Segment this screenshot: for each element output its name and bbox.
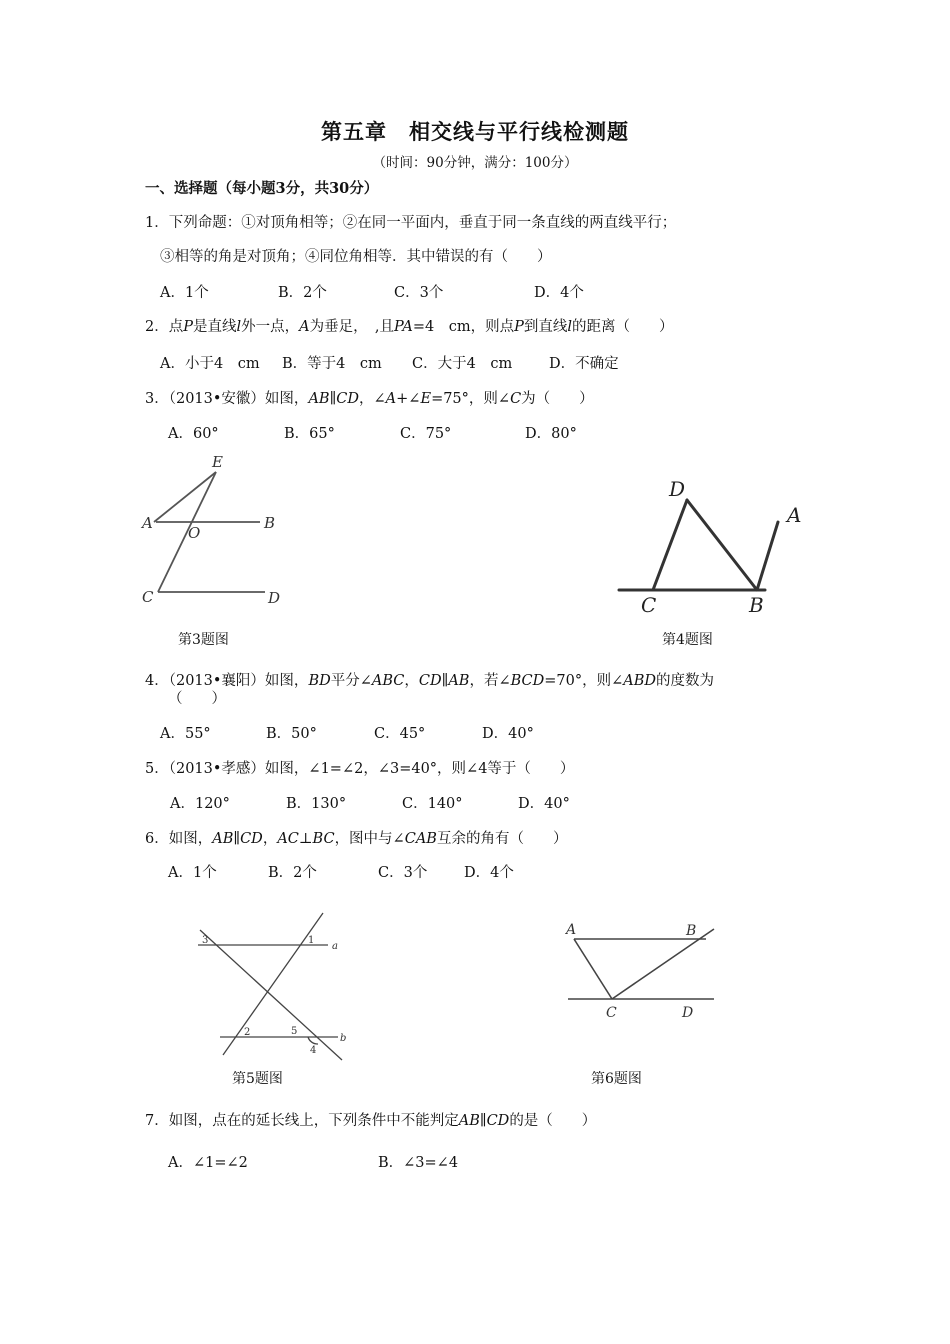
q1-option-d: D．4个	[534, 285, 584, 301]
fig6-label-d: D	[682, 1005, 694, 1021]
fig3-label-c: C	[142, 588, 154, 606]
fig6-line-ac	[574, 939, 612, 999]
q4-stem: 4．（2013•襄阳）如图，BD平分∠ABC，CD∥AB，若∠BCD=70°，则∠ABD的度数为	[145, 673, 715, 689]
q1-line1: 1．下列命题：①对顶角相等；②在同一平面内，垂直于同一条直线的两直线平行；	[145, 215, 677, 231]
q3-option-c: C．75°	[400, 426, 452, 442]
fig5-label-1: 1	[308, 935, 315, 946]
q2-option-b: B．等于4 cm	[282, 356, 382, 372]
fig3-caption: 第3题图	[178, 632, 229, 648]
figure-6	[560, 915, 730, 1025]
page-title: 第五章 相交线与平行线检测题	[321, 119, 629, 144]
fig4-caption: 第4题图	[662, 632, 713, 648]
q2-option-d: D．不确定	[549, 356, 619, 372]
q1-option-c: C．3个	[394, 285, 444, 301]
fig6-caption: 第6题图	[591, 1071, 642, 1087]
q3-option-b: B．65°	[284, 426, 335, 442]
q2-stem: 2．点P是直线l外一点，A为垂足， ,且PA=4 cm，则点P到直线l的距离（ ）	[145, 319, 674, 335]
q1-option-a: A．1个	[160, 285, 209, 301]
q6-option-b: B．2个	[268, 865, 317, 881]
q6-option-a: A．1个	[168, 865, 217, 881]
q2-option-a: A．小于4 cm	[160, 356, 260, 372]
q4-option-b: B．50°	[266, 726, 317, 742]
fig6-label-a: A	[566, 922, 577, 938]
fig5-label-b: b	[340, 1033, 347, 1044]
fig5-label-3: 3	[202, 935, 209, 946]
q6-stem: 6．如图，AB∥CD，AC⊥BC，图中与∠CAB互余的角有（ ）	[145, 831, 568, 847]
fig5-label-4: 4	[310, 1045, 317, 1056]
fig4-label-d: D	[669, 477, 686, 501]
q7-option-b: B．∠3=∠4	[378, 1155, 459, 1171]
fig5-label-2: 2	[244, 1027, 251, 1038]
fig3-label-o: O	[188, 524, 201, 542]
section-heading: 一、选择题（每小题3分，共30分）	[145, 180, 379, 197]
q2-option-c: C．大于4 cm	[412, 356, 513, 372]
q7-option-a: A．∠1=∠2	[168, 1155, 248, 1171]
q3-stem: 3．（2013•安徽）如图，AB∥CD，∠A+∠E=75°，则∠C为（ ）	[145, 391, 594, 407]
fig5-caption: 第5题图	[232, 1071, 283, 1087]
fig4-label-a: A	[787, 503, 802, 527]
q1-line2: ③相等的角是对顶角；④同位角相等．其中错误的有（ ）	[160, 249, 552, 265]
figure-3	[130, 450, 310, 615]
fig4-line-cd	[653, 500, 687, 590]
q5-option-a: A．120°	[170, 796, 230, 812]
figure-5	[190, 905, 365, 1065]
fig6-label-c: C	[606, 1005, 617, 1021]
fig4-line-ba	[757, 522, 778, 590]
page-subtitle: （时间：90分钟，满分：100分）	[372, 155, 578, 171]
fig3-line-ea	[154, 472, 216, 522]
q4-option-a: A．55°	[160, 726, 211, 742]
fig5-label-5: 5	[291, 1026, 298, 1037]
fig6-label-b: B	[686, 923, 697, 939]
q7-stem: 7．如图，点在的延长线上，下列条件中不能判定AB∥CD的是（ ）	[145, 1113, 597, 1129]
q5-stem: 5．（2013•孝感）如图，∠1=∠2，∠3=40°，则∠4等于（ ）	[145, 761, 575, 777]
figure-4	[615, 470, 815, 620]
q3-option-a: A．60°	[168, 426, 219, 442]
fig5-transversal-1	[200, 930, 342, 1060]
q5-option-d: D．40°	[518, 796, 570, 812]
q3-option-d: D．80°	[525, 426, 577, 442]
q4-option-c: C．45°	[374, 726, 426, 742]
fig3-label-e: E	[212, 453, 223, 471]
q6-option-d: D．4个	[464, 865, 514, 881]
fig3-label-d: D	[268, 589, 281, 607]
fig3-label-a: A	[142, 514, 153, 532]
q4-line2: （ ）	[168, 691, 226, 707]
fig3-line-ec	[158, 472, 216, 592]
q4-option-d: D．40°	[482, 726, 534, 742]
q6-option-c: C．3个	[378, 865, 428, 881]
fig5-angle4-arc	[308, 1037, 318, 1044]
fig5-label-a: a	[332, 941, 338, 952]
q5-option-b: B．130°	[286, 796, 347, 812]
q5-option-c: C．140°	[402, 796, 463, 812]
q1-option-b: B．2个	[278, 285, 327, 301]
fig3-label-b: B	[264, 514, 276, 532]
fig4-label-c: C	[641, 593, 657, 617]
fig4-line-db	[687, 500, 757, 590]
fig4-label-b: B	[749, 593, 764, 617]
